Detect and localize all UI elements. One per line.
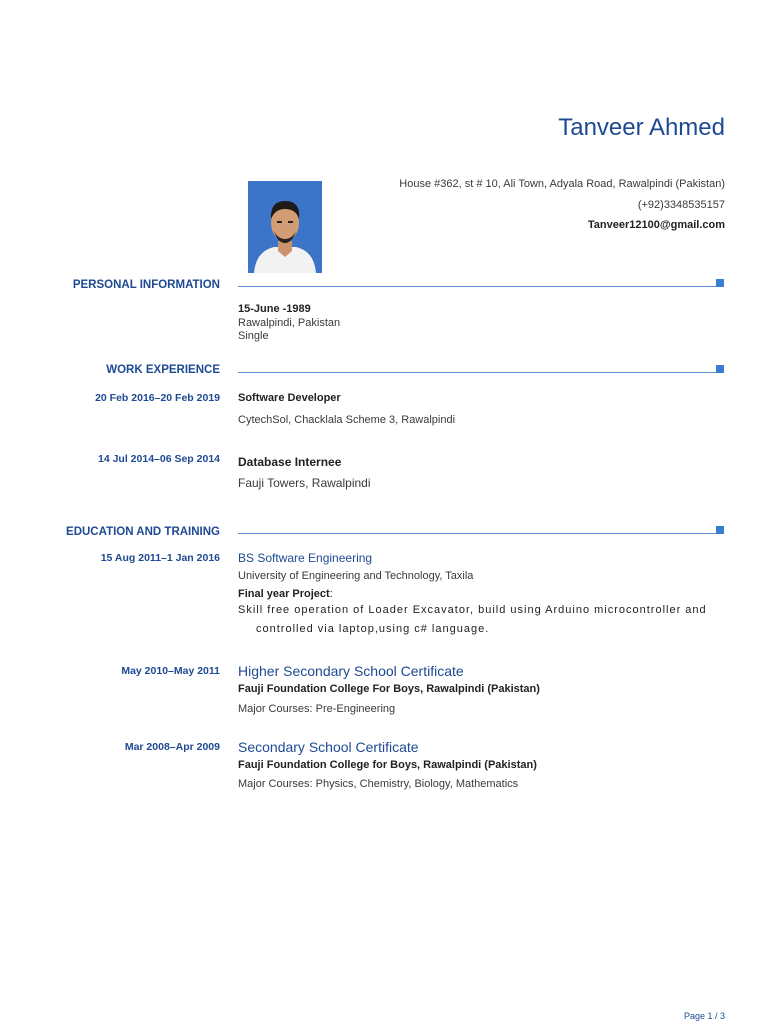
work-place: Fauji Towers, Rawalpindi bbox=[238, 476, 371, 490]
section-divider bbox=[238, 533, 720, 534]
page-number: Page 1 / 3 bbox=[683, 1011, 725, 1021]
education-courses: Major Courses: Pre-Engineering bbox=[238, 703, 396, 715]
address: House #362, st # 10, Ali Town, Adyala Road, Rawalpindi (Pakistan) bbox=[399, 178, 725, 190]
date-of-birth: 15-June -1989 bbox=[238, 303, 311, 315]
education-institution: Fauji Foundation College For Boys, Rawalpindi (Pakistan) bbox=[238, 683, 540, 695]
marital-status: Single bbox=[238, 330, 269, 342]
education-degree: Higher Secondary School Certificate bbox=[238, 663, 464, 679]
education-courses: Major Courses: Physics, Chemistry, Biology, Mathematics bbox=[238, 778, 519, 790]
email-address[interactable]: Tanveer12100@gmail.com bbox=[587, 219, 725, 231]
birth-city: Rawalpindi, Pakistan bbox=[238, 317, 341, 329]
work-role: Software Developer bbox=[238, 392, 341, 404]
final-project-colon: : bbox=[329, 588, 333, 600]
work-place: CytechSol, Chacklala Scheme 3, Rawalpindi bbox=[238, 414, 456, 426]
section-title-personal: PERSONAL INFORMATION bbox=[72, 279, 220, 291]
section-marker-icon bbox=[716, 279, 724, 287]
education-institution: University of Engineering and Technology, Taxila bbox=[238, 570, 474, 582]
education-date: 15 Aug 2011–1 Jan 2016 bbox=[100, 552, 220, 564]
person-portrait-icon bbox=[248, 181, 322, 273]
section-divider bbox=[238, 372, 720, 373]
final-project-description: Skill free operation of Loader Excavator, build using Arduino microcontroller and bbox=[238, 604, 707, 616]
education-date: May 2010–May 2011 bbox=[121, 665, 220, 677]
phone-number: (+92)3348535157 bbox=[637, 199, 725, 211]
section-title-education: EDUCATION AND TRAINING bbox=[66, 526, 220, 538]
education-date: Mar 2008–Apr 2009 bbox=[124, 741, 220, 753]
final-project-heading bbox=[238, 588, 333, 600]
work-role: Database Internee bbox=[238, 455, 342, 469]
candidate-name: Tanveer Ahmed bbox=[558, 114, 725, 141]
section-divider bbox=[238, 286, 720, 287]
profile-photo bbox=[248, 181, 322, 273]
final-project-description: controlled via laptop,using c# language. bbox=[256, 623, 490, 635]
section-marker-icon bbox=[716, 526, 724, 534]
section-title-work: WORK EXPERIENCE bbox=[106, 364, 220, 376]
section-marker-icon bbox=[716, 365, 724, 373]
education-degree: BS Software Engineering bbox=[238, 551, 373, 565]
education-institution: Fauji Foundation College for Boys, Rawalpindi (Pakistan) bbox=[238, 759, 537, 771]
work-date: 20 Feb 2016–20 Feb 2019 bbox=[95, 392, 220, 404]
work-date: 14 Jul 2014–06 Sep 2014 bbox=[97, 453, 220, 465]
education-degree: Secondary School Certificate bbox=[238, 739, 419, 755]
final-project-label: Final year Project bbox=[238, 588, 330, 600]
